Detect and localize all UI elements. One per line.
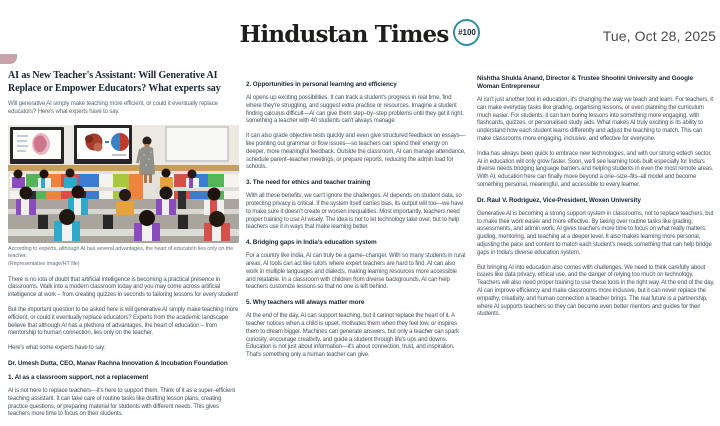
paragraph: With all these benefits, we can't ignore the challenges. AI depends on student data, so protecting privacy is critical. If the system itself carries bias, its output will too—we have to make sure it doesn't create or worsen inequalities. Most importantly, teachers need proper training to use AI wisely. The idea is not to let technology take over, but to help teachers use it in ways that make learning better.	[246, 193, 464, 231]
section-heading: 2. Opportunities in personal learning and efficiency	[246, 81, 397, 88]
paragraph: Generative AI is becoming a strong support system in classrooms, not to replace teachers, but to make their work easier and more effective. By taking over routine tasks like grading, assessments, and admin work, AI gives teachers more time to focus on what really matters: guiding, mentoring, and teaching at a deeper level. It also makes learning more personal, adjusting the pace and content to match each student's needs something that can help bridge gaps in India's diverse education system.	[477, 210, 714, 256]
expert-name-heading: Dr. Umesh Dutta, CEO, Manav Rachna Innovation & Incubation Foundation	[8, 359, 228, 367]
column-right	[477, 74, 716, 326]
image-credit: (Representative image/HT file)	[8, 260, 80, 267]
column-middle	[246, 80, 467, 367]
hindustan-times-logo[interactable]: Hindustan Times	[239, 20, 449, 48]
paragraph: But bringing AI into education also comes with challenges. We need to think carefully about issues like data privacy, ethical use, and the danger of relying too much on technology. Teachers will also need proper training to use these tools in the right way. At the end of the day, AI can improve efficiency and make classrooms more inclusive, but it can never replace the empathy, creativity, and human connection a teacher brings. The real future is a partnership, where AI supports teachers so they can become even better mentors and guides for their students.	[477, 264, 715, 318]
section-heading: 5. Why teachers will always matter more	[246, 299, 365, 307]
classroom-photo	[8, 125, 239, 243]
paragraph: But the important question to be asked here is will generative AI simply make teaching more efficient, or could it eventually replace educators? Experts from the academic landscape believe that although AI has a plethora of advantages, the heart of education – from mentorship to human connection, lies only on the teacher.	[8, 306, 239, 337]
section-heading: 4. Bridging gaps in India's education system	[246, 239, 377, 247]
article-headline: AI as New Teacher's Assistant: Will Generative AI Replace or Empower Educators? What experts say	[8, 70, 221, 94]
expert-name-heading: Nishtha Shukla Anand, Director & Trustee Shoolini University and Google Woman Entrepreneur	[477, 75, 694, 90]
paragraph: At the end of the day, AI can support teaching, but it cannot replace the heart of it. A teacher notices when a child is upset, motivates them when they feel low, or inspires them to dream bigger. Machines can generate answers, but only a teacher can spark curiosity, encourage creativity, and guide a student through life's ups and downs. Education is not just about information—it's about connection, trust, and inspiration. That's something only a human teacher can give.	[246, 313, 459, 359]
paragraph: AI isn't just another tool in education, it's changing the way we teach and learn. For teachers, it can make everyday tasks like grading, organising lessons, or even planning the curriculum much easier. For students, it can turn boring lessons into something more engaging, with flashcards, quizzes, or personalised study aids. What makes AI truly exciting is its ability to understand how each student learns differently and adjust the teaching to match. This can make classrooms more engaging, inclusive, and effective for everyone.	[477, 97, 713, 142]
paragraph: It can also grade objective tests quickly and even give structured feedback on essays—like pointing out grammar or flow issues—so teachers can spend their energy on deeper, more meaningful feedback. Outside the classroom, AI can manage attendance, schedule parent–teacher meetings, or prepare reports, reducing the admin load for schools.	[246, 133, 466, 171]
paragraph: AI opens up exciting possibilities. It can track a student's progress in real time, find where they're struggling, and suggest extra practice or resources. Imagine a student finding calculus difficult—AI can give them step–by–step problems until they get it right, something a teacher with 40 students can't always manage.	[246, 95, 464, 125]
paragraph: There is no iota of doubt that artificial intelligence is becoming a practical presence in classrooms. Walk into a modern classroom today and you may come across artificial intelligence at work – from creating quizzes in seconds to tailoring lessons for every student!	[8, 276, 239, 299]
date-display: Tue, Oct 28, 2025	[602, 28, 716, 44]
article-standfirst: Will generative AI simply make teaching more efficient, or could it eventually replace educators? Here's what experts have to say.	[8, 101, 218, 115]
paragraph: India has always been quick to embrace new technologies, and with our strong edtech sector, AI in education will only grow faster. Soon, we'll see learning tools built especially for India's diverse needs bridging language barriers and helping students in even the most remote areas. With AI, education here can finally move beyond a one–size–fits–all model and become something personal, meaningful, and accessible to every learner.	[477, 150, 714, 188]
paragraph: Here's what some experts have to say:	[8, 345, 106, 352]
paragraph: AI is not here to replace teachers—it's here to support them. Think of it as a super–efficient teaching assistant. It can take care of routine tasks like drafting lesson plans, creating practice questions, or preparing material for students with different needs. This gives teachers more time to focus on their students.	[8, 387, 235, 418]
section-heading: 1. AI as a classroom support, not a replacement	[8, 373, 149, 381]
column-lead	[8, 62, 239, 426]
paragraph: For a country like India, AI can truly be a game–changer. With so many students in rural areas, AI tools can act like tutors where expert teachers are hard to find. AI can also work in multiple languages and dialects, making learning resources more accessible and relatable. In a classroom with children from diverse backgrounds, AI can help teachers customize lessons so that no one is left behind.	[246, 253, 466, 291]
section-heading: 3. The need for ethics and teacher training	[246, 179, 371, 187]
image-caption: According to experts, although AI has several advantages, the heart of education lies only on the teacher.	[8, 245, 234, 259]
ht-100-years-badge-icon: #100	[453, 19, 480, 46]
article-figure	[8, 125, 239, 268]
expert-name-heading: Dr. Raul V. Rodriguez, Vice-President, Woxen University	[477, 196, 641, 204]
